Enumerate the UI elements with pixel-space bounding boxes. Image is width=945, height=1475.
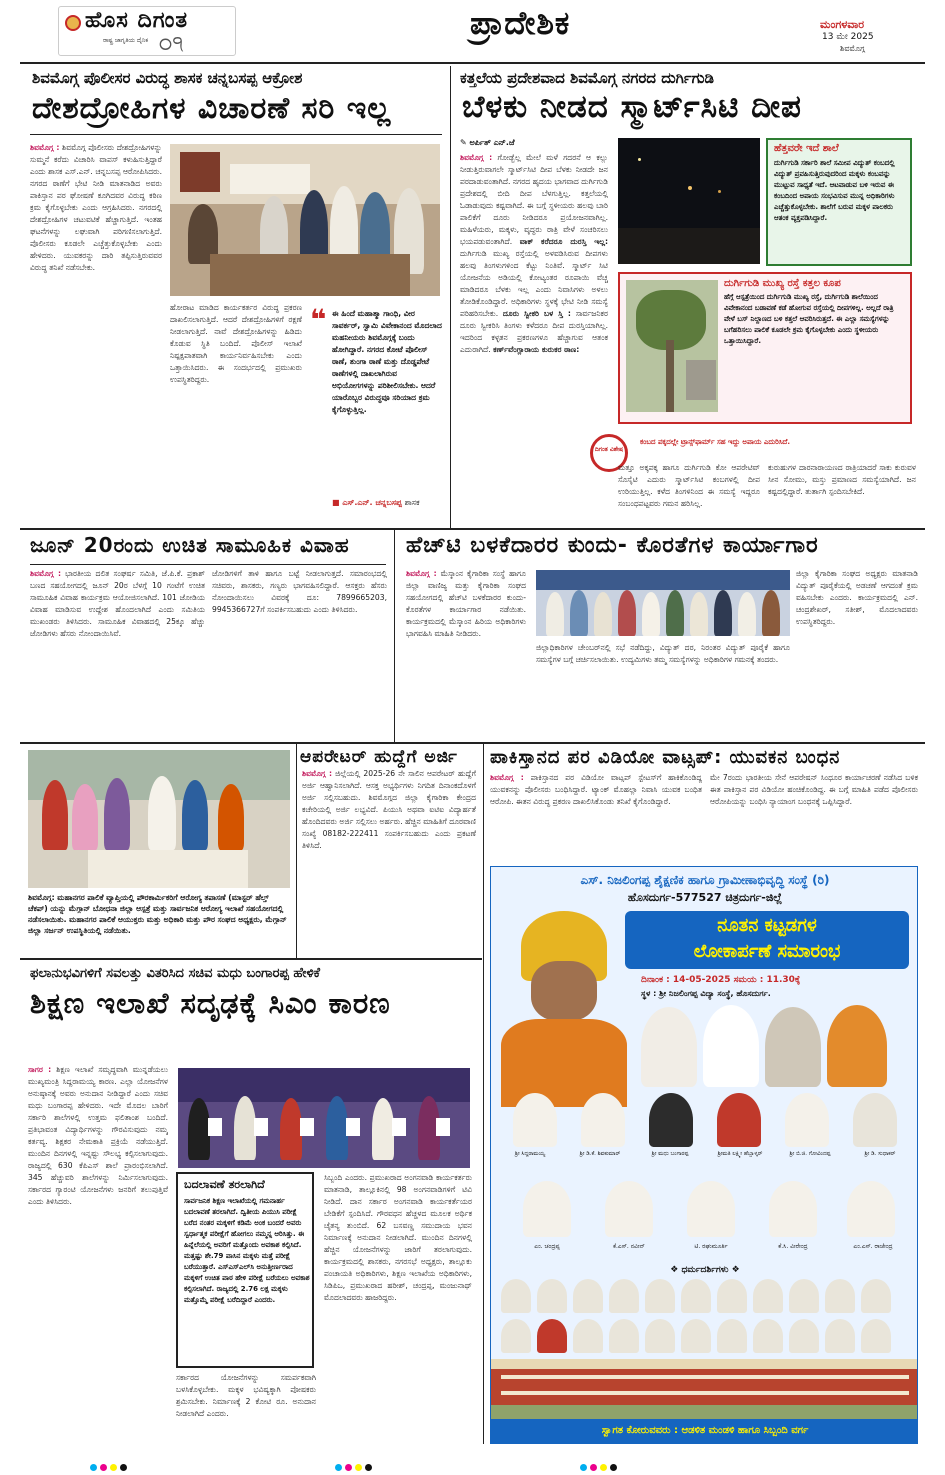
story6-text: ಪಾಕಿಸ್ತಾನದ ಪರ ವಿಡಿಯೋ ವಾಟ್ಸಪ್ ಸ್ಟೇಟಸ್‌ಗೆ ಹಾಕಿಕೊಂಡಿದ್ದ ಯುವಕನನ್ನು ಪೊಲೀಸರು ಬಂಧಿಸಿದ್ದಾರೆ. ಟ್ಯಾಂಕ್ ಮೊಹಲ್ಲಾ ನಿವಾಸಿ ಯುವಕ ಬಂಧಿತ ಆರೋಪಿ. ಈತನ ವಿರುದ್ಧ ಪ್ರಕರಣ ದಾಖಲಿಸಿಕೊಂಡು ತನಿಖೆ ಕೈಗೊಂಡಿದ್ದಾರೆ. xyxy=(490,773,702,806)
name: ಕೆ.ಎಸ್. ನವೀನ್ xyxy=(613,1243,645,1250)
divider xyxy=(296,744,297,958)
photo-caption: ಶಿವಮೊಗ್ಗ: ಮಹಾನಗರ ಪಾಲಿಕೆ ವ್ಯಾಪ್ತಿಯಲ್ಲಿ ಪೌರಕಾರ್ಮಿಕರಿಗೆ ಆರೋಗ್ಯ ತಪಾಸಣೆ (ಮಾಸ್ಟರ್ ಹೆಲ್ತ್ ಚೆಕಪ್) ಯನ್ನು ಮೆಗ್ಗಾನ್ ಬೋಧನಾ ಜಿಲ್ಲಾ ಆಸ್ಪತ್ರೆ ಮತ್ತು ಸಾರ್ವಜನಿಕ ಆರೋಗ್ಯ ಇಲಾಖೆ ಸಹಯೋಗದಲ್ಲಿ ನಡೆಸಲಾಯಿತು. ಮಹಾನಗರ ಪಾಲಿಕೆ ಆಯುಕ್ತರು ಮತ್ತು ಅಧಿಕಾರಿ ಮತ್ತು ಪೌರ ಸಂಘದ ಅಧ್ಯಕ್ಷರು, ಮೆಗ್ಗಾನ್ ಜಿಲ್ಲಾ ಸರ್ಜನ್ ಉಪಸ್ಥಿತಿಯಲ್ಲಿ ನಡೆಯಿತು. xyxy=(28,893,287,935)
story7-inset xyxy=(176,1172,314,1368)
story1-body: ಶಿವಮೊಗ್ಗ ಪೊಲೀಸರು ದೇಶದ್ರೋಹಿಗಳನ್ನು ಸುಮ್ಮನೆ ಕರೆದು ವಿಚಾರಿಸಿ ವಾಪಸ್ ಕಳುಹಿಸುತ್ತಿದ್ದಾರೆ ಎಂದು ಶಾಸಕ ಎಸ್.ಎನ್. ಚನ್ನಬಸಪ್ಪ ಆರೋಪಿಸಿದರು. ನಗರದ ಠಾಣೆಗೆ ಭೇಟಿ ನೀಡಿ ಮಾತನಾಡಿದ ಅವರು ಪಾಕಿಸ್ತಾನ ಪರ ಘೋಷಣೆ ಕೂಗಿದವರ ವಿರುದ್ಧ ಕಠಿಣ ಕ್ರಮ ಕೈಗೊಳ್ಳಬೇಕು ಎಂದು ಆಗ್ರಹಿಸಿದರು. ನಗರದಲ್ಲಿ ದೇಶದ್ರೋಹಿಗಳ ಚಟುವಟಿಕೆ ಹೆಚ್ಚಾಗುತ್ತಿದೆ. ಇಂತಹ ಘಟನೆಗಳನ್ನು ಲಘುವಾಗಿ ಪರಿಗಣಿಸಲಾಗುತ್ತಿದೆ. ಪೊಲೀಸರು ಕೂಡಲೇ ಎಚ್ಚೆತ್ತುಕೊಳ್ಳಬೇಕು ಎಂದು ಹೇಳಿದರು. ಯುವಕರನ್ನು ದಾರಿ ತಪ್ಪಿಸುತ್ತಿರುವವರ ವಿರುದ್ಧ ತನಿಖೆ ನಡೆಸಬೇಕು. xyxy=(30,143,162,272)
ad-date: ದಿನಾಂಕ : 14-05-2025 ಸಮಯ : 11.30ಕ್ಕೆ xyxy=(641,975,801,985)
city: ಶಿವಮೊಗ್ಗ xyxy=(840,44,865,53)
divider xyxy=(20,62,925,64)
quote-text: ಈ ಹಿಂದೆ ಮಹಾತ್ಮಾ ಗಾಂಧಿ, ವೀರ ಸಾವರ್ಕರ್, ಸ್ವಾಮಿ ವಿವೇಕಾನಂದ ಮೊದಲಾದ ಮಹನೀಯರು ಶಿವಮೊಗ್ಗಕ್ಕೆ ಬಂದು ಹೋಗಿದ್ದಾರೆ. ನಗರದ ಕೋಟೆ ಪೊಲೀಸ್ ಠಾಣೆ, ತುಂಗಾ ಠಾಣೆ ಮತ್ತು ದೊಡ್ಡಪೇಟೆ ಠಾಣೆಗಳಲ್ಲಿ ದಾಖಲಾಗಿರುವ ಅಭಿಯೋಗಗಳನ್ನು ಪರಿಶೀಲಿಸಬೇಕು. ಆದರೆ ಯಾರೊಬ್ಬರ ವಿರುದ್ಧವೂ ಸರಿಯಾದ ಕ್ರಮ ಕೈಗೊಳ್ಳುತ್ತಿಲ್ಲ. xyxy=(332,309,442,414)
ad-title-line1: ನೂತನ ಕಟ್ಟಡಗಳ xyxy=(717,915,817,936)
ad-row1 xyxy=(495,1093,915,1177)
dateline: ಶಿವಮೊಗ್ಗ : xyxy=(490,773,524,782)
story4-group-photo xyxy=(536,570,790,636)
story4-headline: ಹೆಚ್‌ಟಿ ಬಳಕೆದಾರರ ಕುಂದು- ಕೊರತೆಗಳ ಕಾರ್ಯಾಗಾರ xyxy=(406,533,819,558)
quote-author: ■ ಎಸ್.ಎನ್. ಚನ್ನಬಸಪ್ಪ ಶಾಸಕ xyxy=(332,498,420,507)
subhead-body: ಸಾರ್ವಜನಿಕರ ದೂರು ಸ್ವೀಕರಿಸಿ ತಿಂಗಳು ಕಳೆದರೂ ದೀಪ ದುರಸ್ತಿಯಾಗಿಲ್ಲ. ಇದರಿಂದ ಕಳ್ಳತನ ಪ್ರಕರಣಗಳೂ ಹೆಚ್ಚಾಗುವ ಆತಂಕ ಎದುರಾಗಿದೆ. xyxy=(460,309,608,354)
quote-author-role: ಶಾಸಕ xyxy=(404,498,420,507)
saint-portrait xyxy=(641,1007,697,1087)
signoff: ಕರ್ಣ್‌ವೆಂಗ್ಲಾರಾಯ ಕುರುಕರ ಠಾಣ: xyxy=(493,345,580,354)
divider xyxy=(30,564,386,565)
inset-title: ಬದಲಾವಣೆ ತರಲಾಗಿದೆ xyxy=(184,1178,265,1191)
story2-night-photo xyxy=(618,138,760,264)
logo xyxy=(58,6,236,56)
story2-col3: ಮತ್ತೂ ಅಕ್ಕಪಕ್ಕ ಹಾಗೂ ದುರ್ಗಿಗುಡಿ ಕೋ ಆಪರೇಟಿವ್ ಸೊಸೈಟಿ ಎದುರು ಸ್ಮಾರ್ಟ್‌ಸಿಟಿ ಕಂಬಗಳಲ್ಲಿ ದೀಪ ಉರಿಯುತ್ತಿಲ್ಲ. ಕಳೆದ ತಿಂಗಳಿನಿಂದ ಈ ಸಮಸ್ಯೆ ಇದ್ದರೂ ಸಂಬಂಧಪಟ್ಟವರು ಗಮನ ಹರಿಸಿಲ್ಲ. xyxy=(618,463,760,508)
building-image xyxy=(491,1359,918,1419)
date: 13 ಮೇ 2025 xyxy=(822,32,874,42)
dateline: ಶಿವಮೊಗ್ಗ : xyxy=(460,153,493,162)
divider xyxy=(450,66,451,528)
section-title: ಪ್ರಾದೇಶಿಕ xyxy=(470,4,571,42)
dateline: ಸಾಗರ : xyxy=(28,1065,52,1074)
ad-guests-title: ❖ ಧರ್ಮದರ್ಶಿಗಳು ❖ xyxy=(670,1265,740,1275)
story4-col1 xyxy=(406,568,526,734)
box-caption: ಕಂಬದ ಪಕ್ಕದಲ್ಲೇ ಟ್ರಾನ್ಸ್‌ಫಾರ್ಮ್ ಸಹ ಇದ್ದು ಅಪಾಯ ಎದುರಿಸಿದೆ. xyxy=(640,438,791,446)
story3-col1 xyxy=(30,568,205,734)
dateline: ಶಿವಮೊಗ್ಗ : xyxy=(302,769,333,778)
page-number: ੦੧ xyxy=(159,31,184,55)
inset-body: ಸಾರ್ವಜನಿಕ ಶಿಕ್ಷಣ ಇಲಾಖೆಯಲ್ಲಿ ಗಮನಾರ್ಹ ಬದಲಾವಣೆ ತರಲಾಗಿದೆ. ದ್ವಿತೀಯ ಪಿಯುಸಿ ಪರೀಕ್ಷೆ ಬರೆದ ನಂತರ ಮಕ್ಕಳಿಗೆ ಕಡಿಮೆ ಅಂಕ ಬಂದರೆ ಅವರು ಸ್ವರ್ಧಾತ್ಮಕ ಪರೀಕ್ಷೆಗೆ ಹೋಗಲು ನಮ್ಮನ್ನ ಆರಿಸಿತ್ತು. ಈ ಹಿನ್ನೆಲೆಯಲ್ಲಿ ಅವರಿಗೆ ಮತ್ತೊಂದು ಅವಕಾಶ ಕಲ್ಪಿಸಿದೆ. ಮತ್ತಷ್ಟು ಶೇ.79 ಪಾಸಿನ ಮಕ್ಕಳು ಮತ್ತೆ ಪರೀಕ್ಷೆ ಬರೆಯುತ್ತಾರೆ. ಎಸ್‌ಎಸ್‌ಎಲ್‌ಸಿ ಅನುತ್ತೀರ್ಣರಾದ ಮಕ್ಕಳಿಗೆ ಉಚಿತ ಪಾಠ ಹೇಳಿ ಪರೀಕ್ಷೆ ಬರೆಯಲು ಅವಕಾಶ ಕಲ್ಪಿಸಲಾಗಿದೆ. ರಾಜ್ಯದಲ್ಲಿ 2.76 ಲಕ್ಷ ಮಕ್ಕಳು ಮತ್ತೊಮ್ಮೆ ಪರೀಕ್ಷೆ ಬರೆದಿದ್ದಾರೆ ಎಂದರು. xyxy=(184,1197,310,1304)
name: ಎಂ.ಎಸ್. ರಾಜೇಂದ್ರ xyxy=(853,1243,893,1250)
story1-col2: ಹೋರಾಟ ಮಾಡಿದ ಕಾರ್ಯಕರ್ತರ ವಿರುದ್ಧ ಪ್ರಕರಣ ದಾಖಲಿಸಲಾಗುತ್ತಿದೆ. ಆದರೆ ದೇಶದ್ರೋಹಿಗಳಿಗೆ ರಕ್ಷಣೆ ನೀಡಲಾಗುತ್ತಿದೆ. ನಾವೆ ದೇಶದ್ರೋಹಿಗಳನ್ನು ಹಿಡಿದು ಕೊಡುವ ಸ್ಥಿತಿ ಬಂದಿದೆ. ಪೊಲೀಸ್ ಇಲಾಖೆ ನಿಷ್ಪಕ್ಷಪಾತವಾಗಿ ಕಾರ್ಯನಿರ್ವಹಿಸಬೇಕು ಎಂದು ಒತ್ತಾಯಿಸಿದರು. ಈ ಸಂದರ್ಭದಲ್ಲಿ ಪ್ರಮುಖರು ಉಪಸ್ಥಿತರಿದ್ದರು. xyxy=(170,303,302,384)
subhead: ದೂರು ಸ್ವೀಕರಿ ಬಳ ಸ್ತಿ : xyxy=(502,309,571,318)
name: ಶ್ರೀ ಮಧು ಬಂಗಾರಪ್ಪ xyxy=(651,1151,689,1157)
dateline: ಶಿವಮೊಗ್ಗ : xyxy=(30,143,60,152)
advertisement xyxy=(490,866,918,1444)
tree-photo xyxy=(626,280,718,412)
saint-portrait xyxy=(703,1005,759,1087)
name: ಕೆ.ಸಿ. ವೀರೇಂದ್ರ xyxy=(778,1243,808,1250)
name: ಟಿ. ರಘುಮೂರ್ತಿ xyxy=(694,1243,728,1250)
name: ಶ್ರೀ ಡಿ.ಕೆ. ಶಿವಕುಮಾರ್ xyxy=(579,1151,621,1157)
seal-text: ದಿಗಂತ ವಿಶೇಷ xyxy=(594,446,624,453)
trustees-grid xyxy=(501,1279,909,1355)
story3-headline: ಜೂನ್ 20ರಂದು ಉಚಿತ ಸಾಮೂಹಿಕ ವಿವಾಹ xyxy=(30,533,350,557)
story5-headline: ಆಪರೇಟರ್ ಹುದ್ದೆಗೆ ಅರ್ಜಿ xyxy=(300,747,458,767)
name: ಎಂ. ಚಂದ್ರಪ್ಪ xyxy=(534,1243,560,1250)
name: ಶ್ರೀ ಬಿ.ಜಿ. ಗೋವಿಂದಪ್ಪ xyxy=(789,1151,831,1157)
story2-text: ಗೋಡ್ಬೆಲ್ಲ ಮೇಲೆ ಮಳೆ ಗದರನೆ ಆ ಕಲ್ಲು ನೀಡುತ್ತಿರುವಾಗಲೇ ಸ್ಮಾರ್ಟ್‌ಸಿಟಿ ದೀಪ ಬೆಳಕು ನೀಡದೇ ಜನ ಪರದಾಡುವಂತಾಗಿದೆ. ನಗರದ ಹೃದಯ ಭಾಗವಾದ ದುರ್ಗಿಗುಡಿ ಪ್ರದೇಶದಲ್ಲಿ ಬೀದಿ ದೀಪ ಬೆಳಗುತ್ತಿಲ್ಲ. ಕತ್ತಲೆಯಲ್ಲಿ ಓಡಾಡುವುದು ಕಷ್ಟವಾಗಿದೆ. ಈ ಬಗ್ಗೆ ಸ್ಥಳೀಯರು ಹಲವು ಬಾರಿ ಪಾಲಿಕೆಗೆ ದೂರು ನೀಡಿದರೂ ಪ್ರಯೋಜನವಾಗಿಲ್ಲ. ಮಹಿಳೆಯರು, ಮಕ್ಕಳು, ವೃದ್ಧರು ರಾತ್ರಿ ವೇಳೆ ಸಂಚರಿಸಲು ಭಯಪಡುವಂತಾಗಿದೆ. xyxy=(460,153,608,246)
story7-col3: ಸಿಬ್ಬಂದಿ ಎಂದರು. ಪ್ರಮುಖರಾದ ಅಂಗನವಾಡಿ ಕಾರ್ಯಕರ್ತರು ಮಾತನಾಡಿ, ತಾಲ್ಲೂಕಿನಲ್ಲಿ 98 ಅಂಗನವಾಡಿಗಳಿಗೆ ಟಿವಿ ನೀಡಿದೆ. ದಾನ ಸರ್ಕಾರ ಅಂಗನವಾಡಿ ಕಾರ್ಯಕರ್ತೆಯರ ಬೇಡಿಕೆಗೆ ಸ್ಪಂದಿಸಿದೆ. ಗೌರವಧನ ಹೆಚ್ಚಳದ ಮೂಲಕ ಅರ್ಥಿಕ ಚೈತನ್ಯ ತುಂಬಿದೆ. 62 ಬಸವಣ್ಣ ಸಮುದಾಯ ಭವನ ನಿರ್ಮಾಣಕ್ಕೆ ಅನುದಾನ ನೀಡಲಾಗಿದೆ. ಮುಂದಿನ ದಿನಗಳಲ್ಲಿ ಹೆಚ್ಚಿನ ಯೋಜನೆಗಳನ್ನು ಜಾರಿಗೆ ತರಲಾಗುವುದು. ಕಾರ್ಯಕ್ರಮದಲ್ಲಿ ಶಾಸಕರು, ನಗರಸಭೆ ಅಧ್ಯಕ್ಷರು, ತಾಲ್ಲೂಕು ಪಂಚಾಯತಿ ಅಧಿಕಾರಿಗಳು, ಶಿಕ್ಷಣ ಇಲಾಖೆಯ ಅಧಿಕಾರಿಗಳು, ಸಿಡಿಪಿಒ, ಪ್ರಮುಖರಾದ ಹರೀಶ್, ಚಂದ್ರಪ್ಪ, ಮಂಜುನಾಥ್ ಮೊದಲಾದವರು ಹಾಜರಿದ್ದರು. xyxy=(324,1173,472,1302)
guests-title-text: ಧರ್ಮದರ್ಶಿಗಳು xyxy=(681,1265,729,1275)
name: ಶ್ರೀ ಡಿ. ಸುಧಾಕರ್ xyxy=(864,1151,896,1157)
story3-col2: ಜೋಡಿಗಳಿಗೆ ತಾಳಿ ಹಾಗೂ ಬಟ್ಟೆ ನೀಡಲಾಗುತ್ತದೆ. ಸಮಾರಂಭದಲ್ಲಿ ಸಚಿವರು, ಶಾಸಕರು, ಗಣ್ಯರು ಭಾಗವಹಿಸಲಿದ್ದಾರೆ. ಆಸಕ್ತರು ಹೆಸರು ನೋಂದಾಯಿಸಲು ವಿವರಕ್ಕೆ ದೂ: 7899665203, 9945366727ಗೆ ಸಂಪರ್ಕಿಸಬಹುದು ಎಂದು ತಿಳಿಸಿದರು. xyxy=(212,569,387,614)
subhead: ವಾಕ್ ಕರೆದರೂ ದುರಸ್ತಿ ಇಲ್ಲ: xyxy=(519,237,608,246)
logo-text: ಹೊಸ ದಿಗಂತ xyxy=(85,8,189,33)
story3-body: ಭಾರತೀಯ ದಲಿತ ಸಂಘರ್ಷ ಸಮಿತಿ, ಜೆ.ಪಿ.ಕೆ. ಪ್ರಕಾಶ್ ಬಣದ ಸಹಯೋಗದಲ್ಲಿ ಜೂನ್ 20ರ ಬೆಳಗ್ಗೆ 10 ಗಂಟೆಗೆ ಉಚಿತ ಸಾಮೂಹಿಕ ವಿವಾಹ ಕಾರ್ಯಕ್ರಮ ಆಯೋಜಿಸಲಾಗಿದೆ. 101 ಜೋಡಿಯ ವಿವಾಹ ಮಾಡಿಸುವ ಉದ್ದೇಶ ಹೊಂದಲಾಗಿದೆ ಎಂದು ಸಮಿತಿಯ ಮುಖಂಡರು ತಿಳಿಸಿದರು. ಸಾಮೂಹಿಕ ವಿವಾಹದಲ್ಲಿ 25ಕ್ಕೂ ಹೆಚ್ಚು ಜೋಡಿಗಳು ಹೆಸರು ನೋಂದಾಯಿಸಿವೆ. xyxy=(30,569,205,638)
divider xyxy=(30,134,442,135)
story1-headline: ದೇಶದ್ರೋಹಿಗಳ ವಿಚಾರಣೆ ಸರಿ ಇಲ್ಲ xyxy=(32,91,392,126)
story4-col3: ಜಿಲ್ಲಾ ಕೈಗಾರಿಕಾ ಸಂಘದ ಅಧ್ಯಕ್ಷರು ಮಾತನಾಡಿ ವಿದ್ಯುತ್ ಪೂರೈಕೆಯಲ್ಲಿ ಅಡಚಣೆ ಆಗದಂತೆ ಕ್ರಮ ವಹಿಸಬೇಕು ಎಂದರು. ಕಾರ್ಯಕ್ರಮದಲ್ಲಿ ಎನ್. ಚಂದ್ರಶೇಖರ್, ಸತೀಶ್, ಮೊದಲಾದವರು ಉಪಸ್ಥಿತರಿದ್ದರು. xyxy=(796,569,918,626)
print-registration-marks xyxy=(90,1456,890,1466)
story1-photo xyxy=(170,144,440,296)
story2-headline: ಬೆಳಕು ನೀಡದ ಸ್ಮಾರ್ಟ್‌ಸಿಟಿ ದೀಪ xyxy=(462,89,802,125)
story1-quote-box xyxy=(310,302,442,520)
ad-title-banner xyxy=(625,911,909,969)
divider xyxy=(394,530,395,742)
story4-body: ಮೆಸ್ಕಾಂನ ಕೈಗಾರಿಕಾ ಸಂಸ್ಥೆ ಹಾಗೂ ಜಿಲ್ಲಾ ವಾಣಿಜ್ಯ ಮತ್ತು ಕೈಗಾರಿಕಾ ಸಂಘದ ಸಹಯೋಗದಲ್ಲಿ ಹೆಚ್‌ಟಿ ಬಳಕೆದಾರರ ಕುಂದು- ಕೊರತೆಗಳ ಕಾರ್ಯಾಗಾರ ನಡೆಯಿತು. ಕಾರ್ಯಕ್ರಮದಲ್ಲಿ ಮೆಸ್ಕಾಂನ ಹಿರಿಯ ಅಧಿಕಾರಿಗಳು ಭಾಗವಹಿಸಿ ಮಾಹಿತಿ ನೀಡಿದರು. xyxy=(406,569,526,638)
lamp-icon xyxy=(65,15,81,31)
story6-col1 xyxy=(490,772,702,846)
box-school xyxy=(766,138,912,266)
logo-tagline: ರಾಷ್ಟ್ರ ಜಾಗೃತಿಯ ದೈನಿಕ xyxy=(103,37,149,44)
swami-portrait xyxy=(501,911,627,1107)
quote-author-name: ಎಸ್.ಎನ್. ಚನ್ನಬಸಪ್ಪ xyxy=(342,498,402,507)
story5-body xyxy=(302,768,476,952)
story6-col2: ಮೇ 7ರಂದು ಭಾರತೀಯ ಸೇನೆ ಆಪರೇಷನ್ ಸಿಂಧೂರ ಕಾರ್ಯಾಚರಣೆ ನಡೆಸಿದ ಬಳಿಕ ಈತ ಪಾಕಿಸ್ತಾನ ಪರ ವಿಡಿಯೋ ಹಂಚಿಕೊಂಡಿದ್ದ. ಈ ಬಗ್ಗೆ ಮಾಹಿತಿ ಪಡೆದ ಪೊಲೀಸರು ಆರೋಪಿಯನ್ನು ಬಂಧಿಸಿ ನ್ಯಾಯಾಂಗ ಬಂಧನಕ್ಕೆ ಒಪ್ಪಿಸಿದ್ದಾರೆ. xyxy=(710,773,918,806)
subhead-body: ದುರ್ಗಿಗುಡಿ ಮುಖ್ಯ ರಸ್ತೆಯಲ್ಲಿ ಅಳವಡಿಸಿರುವ ದೀಪಗಳು ಹಲವು ತಿಂಗಳುಗಳಿಂದ ಕೆಟ್ಟು ನಿಂತಿವೆ. ಸ್ಮಾರ್ಟ್ ಸಿಟಿ ಯೋಜನೆಯ ಅಡಿಯಲ್ಲಿ ಕೋಟ್ಯಂತರ ರೂಪಾಯಿ ವೆಚ್ಚ ಮಾಡಿದರೂ ಬೆಳಕು ಇಲ್ಲ ಎಂದು ನಿವಾಸಿಗಳು ಅಳಲು ತೋಡಿಕೊಂಡಿದ್ದಾರೆ. ಅಧಿಕಾರಿಗಳು ಸ್ಥಳಕ್ಕೆ ಭೇಟಿ ನೀಡಿ ಸಮಸ್ಯೆ ಪರಿಹರಿಸಬೇಕು. xyxy=(460,249,608,318)
health-checkup-photo xyxy=(28,750,290,888)
box-body: ದುರ್ಗಿಗುಡಿ ಸರ್ಕಾರಿ ಶಾಲೆ ಸಮೀಪ ವಿದ್ಯುತ್ ಕಂಬದಲ್ಲಿ ವಿದ್ಯುತ್ ಪ್ರವಹಿಸುತ್ತಿರುವುದರಿಂದ ಮಕ್ಕಳು ಕಂಬವನ್ನು ಮುಟ್ಟುವ ಸಾಧ್ಯತೆ ಇದೆ. ಆಟವಾಡುವ ಬಳಿ ಇರುವ ಈ ಕಂಬದಿಂದ ಅಪಾಯ ಸಂಭವಿಸುವ ಮುನ್ನ ಅಧಿಕಾರಿಗಳು ಎಚ್ಚೆತ್ತುಕೊಳ್ಳಬೇಕು. ಶಾಲೆಗೆ ಬರುವ ಮಕ್ಕಳ ಪಾಲಕರು ಆತಂಕ ವ್ಯಕ್ತಪಡಿಸಿದ್ದಾರೆ. xyxy=(774,159,895,222)
story1-col1 xyxy=(30,142,162,512)
story7-kicker: ಫಲಾನುಭವಿಗಳಿಗೆ ಸವಲತ್ತು ವಿತರಿಸಿದ ಸಚಿವ ಮಧು ಬಂಗಾರಪ್ಪ ಹೇಳಿಕೆ xyxy=(30,966,321,981)
story2-byline: ✎ ಅರ್ಪಿತ್ ಎನ್.ಜೆ xyxy=(460,138,515,147)
ad-address: ಹೊಸದುರ್ಗ-577527 ಚಿತ್ರದುರ್ಗ-ಜಿಲ್ಲೆ xyxy=(627,891,783,904)
dateline: ಶಿವಮೊಗ್ಗ : xyxy=(406,569,437,578)
divider xyxy=(483,744,484,1444)
quote-icon: ❝ xyxy=(310,303,327,336)
story1-kicker: ಶಿವಮೊಗ್ಗ ಪೊಲೀಸರ ವಿರುದ್ಧ ಶಾಸಕ ಚನ್ನಬಸಪ್ಪ ಆಕ್ರೋಶ xyxy=(32,69,303,87)
story2-col4: ಕುರುಹುಗಳ ದಾರನಾರಾಯಣದ ರಾತ್ರಿಯಾದರೆ ಸಾಕು ಕುರುವಳ ಸೀನ ಸೋಮು, ಮಸ್ತು ಪ್ರಮಾಣದ ಸಮಸ್ಯೆಯಾಗಿದೆ. ಜನ ಕಷ್ಟದಲ್ಲಿದ್ದಾರೆ. ತುರ್ತಾಗಿ ಸ್ಪಂದಿಸಬೇಕಿದೆ. xyxy=(768,463,916,496)
divider xyxy=(20,528,925,530)
ad-footer-text: ಸ್ವಾಗತ ಕೋರುವವರು : ಆಡಳಿತ ಮಂಡಳಿ ಹಾಗೂ ಸಿಬ್ಬಂದಿ ವರ್ಗ xyxy=(601,1425,809,1436)
name: ಶ್ರೀ ಸಿದ್ದರಾಮಯ್ಯ xyxy=(514,1151,546,1157)
ad-footer xyxy=(491,1419,918,1444)
box-road xyxy=(618,272,912,424)
masthead xyxy=(0,0,945,62)
story7-headline: ಶಿಕ್ಷಣ ಇಲಾಖೆ ಸದೃಢಕ್ಕೆ ಸಿಎಂ ಕಾರಣ xyxy=(30,986,391,1020)
story7-awards-photo xyxy=(178,1068,470,1168)
byline: ಅರ್ಪಿತ್ ಎನ್.ಜೆ xyxy=(469,138,515,147)
ad-org: ಎಸ್. ನಿಜಲಿಂಗಪ್ಪ ಶೈಕ್ಷಣಿಕ ಹಾಗೂ ಗ್ರಾಮೀಣಾಭಿವೃದ್ಧಿ ಸಂಸ್ಥೆ (ರಿ) xyxy=(580,873,830,887)
saint-portrait xyxy=(827,1005,887,1087)
story4-col2: ಜಿಲ್ಲಾಧಿಕಾರಿಗಳ ಚೇಂಬರ್‌ನಲ್ಲಿ ಸಭೆ ನಡೆದಿದ್ದು, ವಿದ್ಯುತ್ ದರ, ನಿರಂತರ ವಿದ್ಯುತ್ ಪೂರೈಕೆ ಹಾಗೂ ಸಮಸ್ಯೆಗಳ ಬಗ್ಗೆ ಚರ್ಚಿಸಲಾಯಿತು. ಉದ್ಯಮಿಗಳು ತಮ್ಮ ಸಮಸ್ಯೆಗಳನ್ನು ಅಧಿಕಾರಿಗಳ ಗಮನಕ್ಕೆ ತಂದರು. xyxy=(536,643,790,664)
story7-col1 xyxy=(28,1064,168,1442)
leader-portrait xyxy=(765,1007,821,1087)
story2-body xyxy=(460,152,608,518)
day: ಮಂಗಳವಾರ xyxy=(820,18,865,31)
story7-col2: ಸರ್ಕಾರದ ಯೋಜನೆಗಳನ್ನು ಸಮರ್ಪಕವಾಗಿ ಬಳಸಿಕೊಳ್ಳಬೇಕು. ಮಕ್ಕಳ ಭವಿಷ್ಯಕ್ಕಾಗಿ ಪೋಷಕರು ಶ್ರಮಿಸಬೇಕು. ನಿರ್ಮಾಣಕ್ಕೆ 2 ಕೋಟಿ ರೂ. ಅನುದಾನ ನೀಡಲಾಗಿದೆ ಎಂದರು. xyxy=(176,1373,316,1418)
box-title: ದುರ್ಗಿಗುಡಿ ಮುಖ್ಯ ರಸ್ತೆ ಕತ್ತಲ ಕೂಪ xyxy=(724,278,841,289)
story2-kicker: ಕತ್ತಲೆಯ ಪ್ರದೇಶವಾದ ಶಿವಮೊಗ್ಗ ನಗರದ ದುರ್ಗಿಗುಡಿ xyxy=(460,69,714,87)
name: ಶ್ರೀಮತಿ ಲಕ್ಷ್ಮೀ ಹೆಬ್ಬಾಳ್ಕರ್ xyxy=(717,1151,763,1157)
ad-title-line2: ಲೋಕಾರ್ಪಣೆ ಸಮಾರಂಭ xyxy=(693,941,841,962)
ad-row2 xyxy=(495,1181,915,1261)
dateline: ಶಿವಮೊಗ್ಗ : xyxy=(30,569,62,578)
divider xyxy=(20,742,925,744)
story5-text: ಜಿಲ್ಲೆಯಲ್ಲಿ 2025-26 ನೇ ಸಾಲಿನ ಆಪರೇಟರ್ ಹುದ್ದೆಗೆ ಅರ್ಜಿ ಆಹ್ವಾನಿಸಲಾಗಿದೆ. ಆಸಕ್ತ ಅಭ್ಯರ್ಥಿಗಳು ನಿಗದಿತ ದಿನಾಂಕದೊಳಗೆ ಅರ್ಜಿ ಸಲ್ಲಿಸಬಹುದು. ಶಿವಮೊಗ್ಗದ ಜಿಲ್ಲಾ ಕೈಗಾರಿಕಾ ಕೇಂದ್ರದ ಕಚೇರಿಯಲ್ಲಿ ಅರ್ಜಿ ಲಭ್ಯವಿದೆ. ಪಿಯುಸಿ ಅಥವಾ ಐಟಿಐ ವಿದ್ಯಾರ್ಹತೆ ಹೊಂದಿದವರು ಅರ್ಜಿ ಸಲ್ಲಿಸಲು ಅರ್ಹರು. ಹೆಚ್ಚಿನ ಮಾಹಿತಿಗೆ ದೂರವಾಣಿ ಸಂಖ್ಯೆ 08182-222411 ಸಂಪರ್ಕಿಸಬಹುದು ಎಂದು ಪ್ರಕಟಣೆ ತಿಳಿಸಿದೆ. xyxy=(302,769,476,850)
box-body: ಹೆಗ್ಗೆ ಆಸ್ಪತ್ರೆಯಿಂದ ದುರ್ಗಿಗುಡಿ ಮುಖ್ಯ ರಸ್ತೆ, ದುರ್ಗಿಗುಡಿ ಶಾಲೆಯಿಂದ ವಿವೇಕಾನಂದ ಬಡಾವಣೆ ಕಡೆ ಹೋಗುವ ರಸ್ತೆಯಲ್ಲಿ ದೀಪಗಳಿಲ್ಲ. ಅಲ್ಲದೆ ರಾತ್ರಿ ವೇಳೆ ಬಸ್ ನಿಲ್ದಾಣದ ಬಳಿ ಕತ್ತಲೆ ಆವರಿಸಿರುತ್ತದೆ. ಈ ಎಲ್ಲಾ ಸಮಸ್ಯೆಗಳನ್ನು ಬಗೆಹರಿಸಲು ಪಾಲಿಕೆ ಕೂಡಲೇ ಕ್ರಮ ಕೈಗೊಳ್ಳಬೇಕು ಎಂದು ಸ್ಥಳೀಯರು ಒತ್ತಾಯಿಸಿದ್ದಾರೆ. xyxy=(724,293,894,345)
ad-venue: ಸ್ಥಳ : ಶ್ರೀ ನಿಜಲಿಂಗಪ್ಪ ವಿದ್ಯಾ ಸಂಸ್ಥೆ, ಹೊಸದುರ್ಗ. xyxy=(641,989,771,998)
story7-text: ಶಿಕ್ಷಣ ಇಲಾಖೆ ಸಮೃದ್ಧವಾಗಿ ಮುನ್ನಡೆಯಲು ಮುಖ್ಯಮಂತ್ರಿ ಸಿದ್ದರಾಮಯ್ಯ ಕಾರಣ. ಎಲ್ಲಾ ಯೋಜನೆಗಳ ಅನುಷ್ಠಾನಕ್ಕೆ ಅವರು ಅನುದಾನ ನೀಡಿದ್ದಾರೆ ಎಂದು ಸಚಿವ ಮಧು ಬಂಗಾರಪ್ಪ ಹೇಳಿದರು. ಇದೇ ಮೊದಲ ಬಾರಿಗೆ ಸರ್ಕಾರಿ ಶಾಲೆಗಳಲ್ಲಿ ಉತ್ತಮ ಫಲಿತಾಂಶ ಬಂದಿದೆ. ಪ್ರತಿಭಾವಂತ ವಿದ್ಯಾರ್ಥಿಗಳನ್ನು ಗೌರವಿಸುವುದು ನಮ್ಮ ಕರ್ತವ್ಯ. ಶಿಕ್ಷಕರ ನೇಮಕಾತಿ ಪ್ರಕ್ರಿಯೆ ನಡೆಯುತ್ತಿದೆ. ಮುಂದಿನ ದಿನಗಳಲ್ಲಿ ಇನ್ನಷ್ಟು ಸೌಲಭ್ಯ ಕಲ್ಪಿಸಲಾಗುವುದು. ರಾಜ್ಯದಲ್ಲಿ 630 ಕೆಪಿಎಸ್ ಶಾಲೆ ಪ್ರಾರಂಭಿಸಲಾಗಿದೆ. 345 ಹೆಚ್ಚುವರಿ ಶಾಲೆಗಳನ್ನು ನಿರ್ಮಿಸಲಾಗುವುದು. ಸರ್ಕಾರದ ಗ್ಯಾರಂಟಿ ಯೋಜನೆಗಳು ಜನರಿಗೆ ತಲುಪುತ್ತಿವೆ ಎಂದು ತಿಳಿಸಿದರು. xyxy=(28,1065,168,1206)
box-title: ಹೆತ್ತವರೇ ಇದೆ ಶಾಲೆ xyxy=(774,143,839,154)
story6-headline: ಪಾಕಿಸ್ತಾನದ ಪರ ವಿಡಿಯೋ ವಾಟ್ಸಪ್: ಯುವಕನ ಬಂಧನ xyxy=(490,747,841,768)
divider xyxy=(20,958,482,960)
